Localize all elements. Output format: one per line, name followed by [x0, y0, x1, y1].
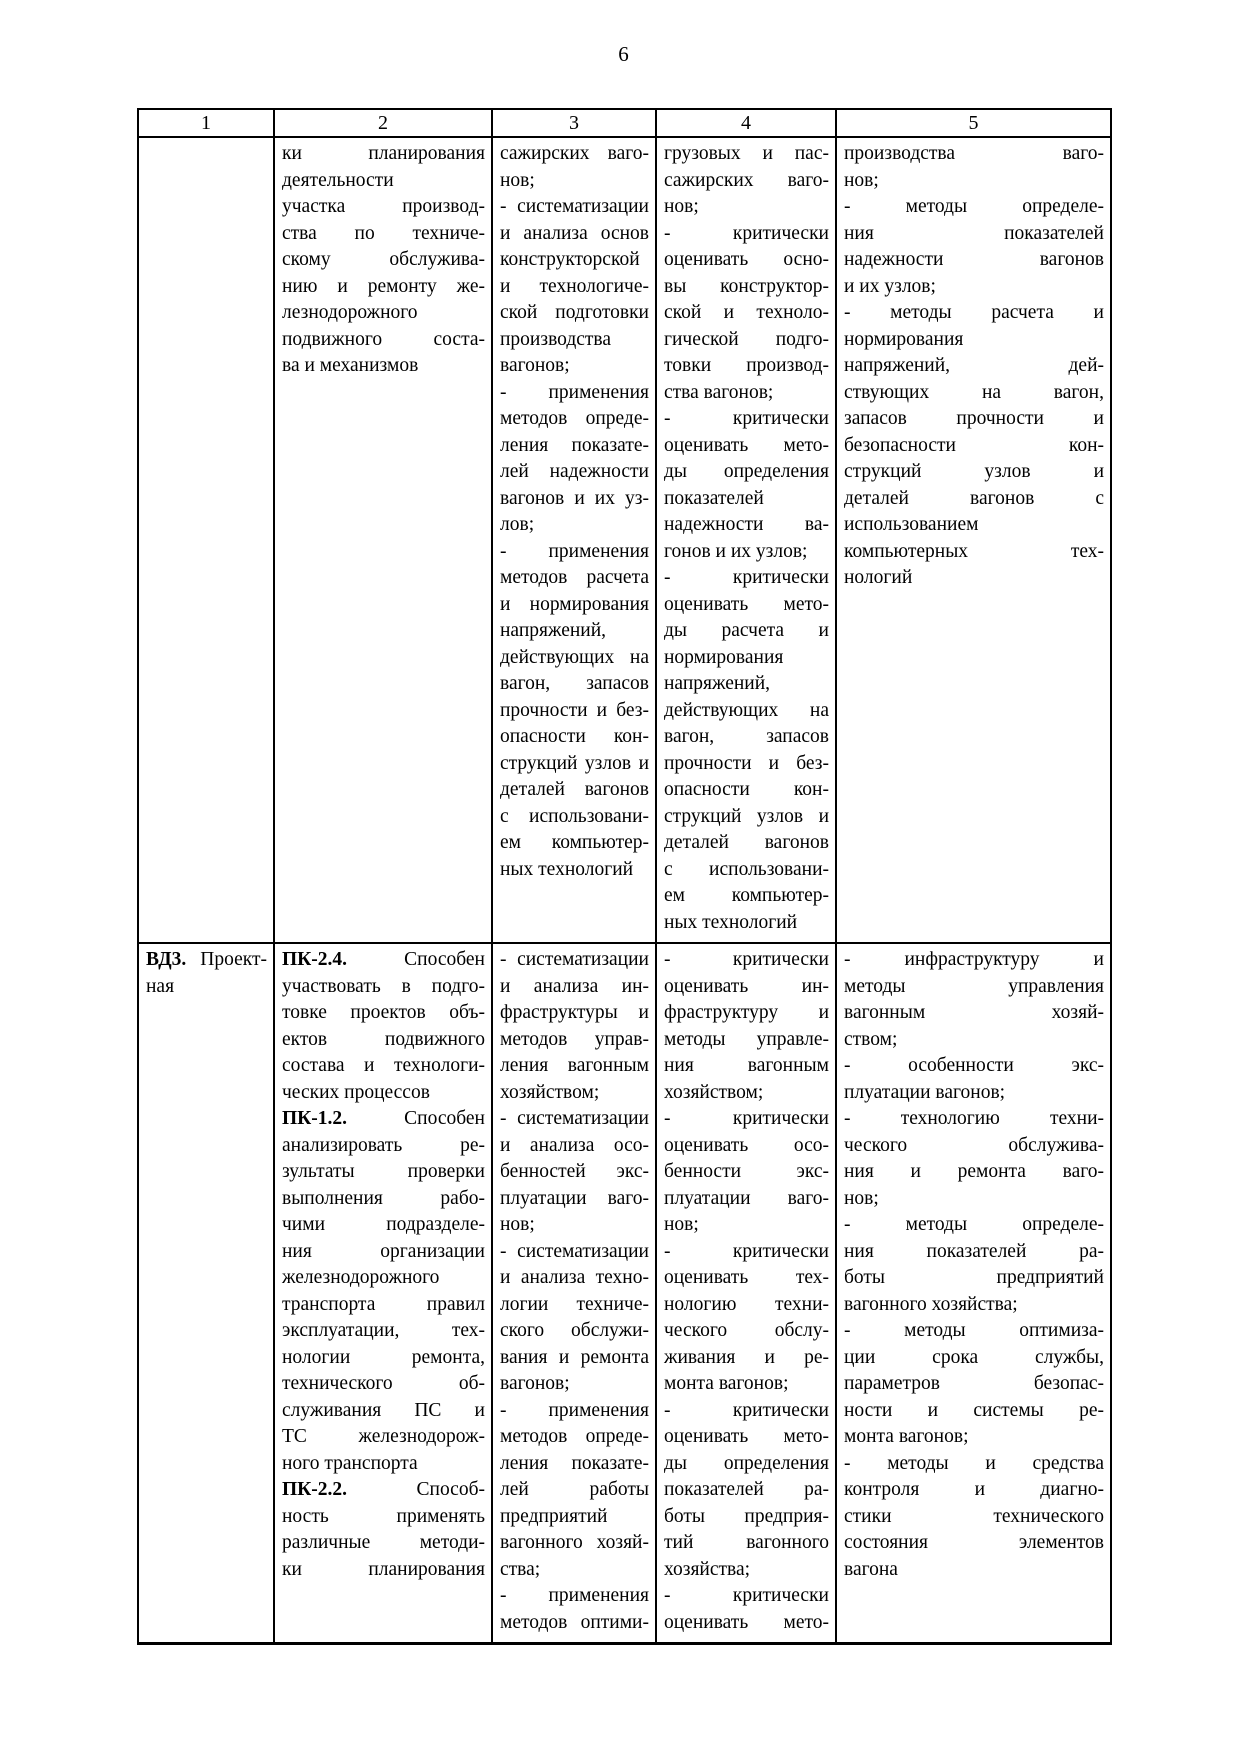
paragraph	[282, 141, 485, 380]
text-line: - методы оптимиза-	[844, 1320, 1104, 1341]
text-line: лей работы	[500, 1479, 649, 1500]
text-line: прочности и без-	[500, 699, 649, 721]
table-cell	[274, 943, 492, 1644]
text-line: оценивать мето-	[664, 1611, 829, 1633]
text-line: состояния элементов	[844, 1532, 1104, 1553]
text-line: ды определения	[664, 461, 829, 482]
competency-code: ВД3.	[146, 949, 187, 970]
text-line: напряжений, дей-	[844, 355, 1104, 376]
text-line: товке проектов объ-	[282, 1002, 485, 1023]
text-line: нию и ремонту же-	[282, 275, 485, 297]
text-line: ческих процессов	[282, 1081, 430, 1103]
text-line: - особенности экс-	[844, 1055, 1104, 1076]
text-line: ды расчета и	[664, 620, 829, 641]
text-line: оценивать мето-	[664, 1426, 829, 1447]
text-line: ПК-2.2. Способ-	[282, 1479, 485, 1500]
text-line: показателей ра-	[664, 1479, 829, 1500]
text-line: участвовать в подго-	[282, 975, 485, 997]
text-line: - методы определе-	[844, 1214, 1104, 1235]
text-line: вагонов;	[500, 355, 570, 376]
text-line: ки планирования	[282, 1558, 485, 1580]
text-line: чими подразделе-	[282, 1214, 485, 1235]
text-line: деталей вагонов с	[844, 487, 1104, 509]
text-line: деталей вагонов	[500, 779, 649, 800]
table-cell	[656, 137, 836, 943]
text-line: ния показателей	[844, 222, 1104, 244]
text-line: товки производ-	[664, 355, 829, 376]
text-line: логии техниче-	[500, 1293, 649, 1315]
text-line: подвижного соста-	[282, 328, 485, 350]
text-line: методы управления	[844, 975, 1104, 997]
text-line: - критически	[664, 222, 829, 244]
text-line: нов;	[664, 196, 699, 217]
header-row	[138, 109, 1111, 137]
text-line: параметров безопас-	[844, 1373, 1104, 1394]
paragraph	[664, 221, 829, 407]
text-line: ность применять	[282, 1505, 485, 1527]
text-line: вагонным хозяй-	[844, 1002, 1104, 1023]
text-line: оценивать мето-	[664, 434, 829, 456]
text-line: гонов и их узлов;	[664, 540, 808, 562]
text-line: лов;	[500, 514, 535, 535]
text-line: напряжений,	[500, 620, 607, 641]
paragraph	[664, 565, 829, 936]
text-line: ского обслужи-	[500, 1320, 649, 1341]
text-line: выполнения рабо-	[282, 1187, 485, 1209]
text-line: служивания ПС и	[282, 1399, 485, 1421]
text-line: ная	[146, 975, 175, 997]
text-line: хозяйства;	[664, 1558, 751, 1580]
text-line: ческого обслу-	[664, 1320, 829, 1341]
text-line: ства по техниче-	[282, 222, 485, 244]
text-line: конструкторской	[500, 249, 640, 270]
text-line: - критически	[664, 1399, 829, 1421]
page-number: 6	[618, 42, 629, 66]
competency-code: ПК-2.2.	[282, 1479, 348, 1500]
text-line: - технологию техни-	[844, 1108, 1104, 1129]
text-line: нологий	[844, 567, 913, 588]
text-line: оценивать осно-	[664, 249, 829, 270]
text-line: ВД3. Проект-	[146, 949, 267, 970]
text-line: ции срока службы,	[844, 1346, 1104, 1368]
competency-code: ПК-2.4.	[282, 949, 348, 970]
text-line: зультаты проверки	[282, 1161, 485, 1182]
text-line: ности и системы ре-	[844, 1399, 1104, 1421]
paragraph	[500, 1106, 649, 1239]
text-line: действующих на	[664, 699, 829, 721]
text-line: фраструктуры и	[500, 1002, 649, 1023]
table-row	[138, 943, 1111, 1644]
text-line: железнодорожного	[282, 1267, 440, 1288]
paragraph	[500, 380, 649, 539]
text-line: эксплуатации, тех-	[282, 1320, 485, 1341]
text-line: опасности кон-	[664, 779, 829, 800]
text-line: - критически	[664, 1240, 829, 1262]
text-line: методов опреде-	[500, 1426, 649, 1447]
text-line: различные методи-	[282, 1532, 485, 1553]
table-cell	[492, 137, 656, 943]
text-line: предприятий	[500, 1505, 608, 1527]
text-line: ления показате-	[500, 434, 649, 456]
text-line: ных технологий	[664, 911, 798, 933]
table-cell	[656, 943, 836, 1644]
text-line: нов;	[500, 169, 535, 191]
text-line: стики технического	[844, 1505, 1104, 1527]
text-line: ПК-2.4. Способен	[282, 949, 485, 970]
text-line: ТС железнодорож-	[282, 1426, 485, 1447]
text-line: ного транспорта	[282, 1452, 418, 1474]
text-line: вагонов;	[500, 1373, 570, 1394]
paragraph	[664, 1239, 829, 1398]
text-line: ства вагонов;	[664, 381, 774, 403]
text-line: - методы определе-	[844, 196, 1104, 217]
paragraph	[146, 947, 267, 1000]
text-line: надежности вагонов	[844, 249, 1104, 270]
text-line: ством;	[844, 1028, 898, 1050]
table-cell	[836, 943, 1111, 1644]
competency-code: ПК-1.2.	[282, 1108, 348, 1129]
table-cell	[138, 137, 274, 943]
text-line: оценивать ин-	[664, 975, 829, 997]
text-line: боты предприя-	[664, 1505, 829, 1527]
text-line: компьютерных тех-	[844, 540, 1104, 562]
text-line: технического об-	[282, 1373, 485, 1394]
text-line: - методы и средства	[844, 1452, 1104, 1474]
text-line: безопасности кон-	[844, 434, 1104, 456]
paragraph	[282, 1106, 485, 1477]
table-cell	[836, 137, 1111, 943]
text-line: ления показате-	[500, 1452, 649, 1474]
paragraph	[282, 1477, 485, 1583]
text-line: - систематизации	[500, 949, 649, 970]
text-line: вагон, запасов	[500, 673, 649, 694]
text-line: действующих на	[500, 646, 649, 668]
paragraph	[500, 1398, 649, 1584]
text-line: - инфраструктуру и	[844, 949, 1104, 970]
text-line: нов;	[500, 1214, 535, 1235]
text-line: ния показателей ра-	[844, 1240, 1104, 1262]
paragraph	[664, 1398, 829, 1584]
text-line: вагон, запасов	[664, 726, 829, 747]
paragraph	[844, 1212, 1104, 1318]
paragraph	[282, 947, 485, 1106]
text-line: и анализа осо-	[500, 1134, 649, 1156]
text-line: грузовых и пас-	[664, 143, 829, 164]
text-line: ва и механизмов	[282, 355, 419, 376]
text-line: бенности экс-	[664, 1161, 829, 1182]
text-line: контроля и диагно-	[844, 1479, 1104, 1500]
text-line: - применения	[500, 1585, 649, 1606]
column-header: 1	[138, 109, 274, 137]
text-line: методов расчета	[500, 567, 649, 588]
text-line: струкций узлов и	[664, 805, 829, 827]
text-line: ческого обслужива-	[844, 1134, 1104, 1156]
text-line: и анализа техно-	[500, 1267, 649, 1288]
text-line: - систематизации	[500, 196, 649, 217]
text-line: вания и ремонта	[500, 1346, 649, 1368]
text-line: ки планирования	[282, 143, 485, 164]
text-line: и их узлов;	[844, 275, 936, 297]
text-line: - критически	[664, 1585, 829, 1606]
paragraph	[664, 1583, 829, 1636]
text-line: ния и ремонта ваго-	[844, 1161, 1104, 1182]
text-line: и анализа основ	[500, 222, 649, 244]
text-line: ния организации	[282, 1240, 485, 1262]
text-line: плуатации ваго-	[664, 1187, 829, 1209]
text-line: деятельности	[282, 169, 394, 191]
table-row	[138, 137, 1111, 943]
text-line: плуатации вагонов;	[844, 1081, 1006, 1103]
paragraph	[664, 406, 829, 565]
text-line: ской и техноло-	[664, 302, 829, 323]
text-line: запасов прочности и	[844, 408, 1104, 429]
text-line: и технологиче-	[500, 275, 649, 297]
column-header: 3	[492, 109, 656, 137]
text-line: методов опреде-	[500, 408, 649, 429]
text-line: ектов подвижного	[282, 1028, 485, 1050]
paragraph	[844, 1053, 1104, 1106]
paragraph	[500, 1583, 649, 1636]
text-line: ды определения	[664, 1452, 829, 1474]
text-line: ствующих на вагон,	[844, 381, 1104, 403]
text-line: тий вагонного	[664, 1532, 829, 1553]
text-line: - систематизации	[500, 1240, 649, 1262]
text-line: использованием	[844, 514, 979, 535]
text-line: производства ваго-	[844, 143, 1104, 164]
paragraph	[500, 1239, 649, 1398]
text-line: оценивать мето-	[664, 593, 829, 615]
text-line: напряжений,	[664, 673, 771, 694]
text-line: надежности ва-	[664, 514, 829, 535]
text-line: вагонного хозяйства;	[844, 1293, 1018, 1315]
text-line: деталей вагонов	[664, 832, 829, 853]
paragraph	[844, 194, 1104, 300]
text-line: прочности и без-	[664, 752, 829, 774]
text-line: ных технологий	[500, 858, 634, 880]
text-line: вы конструктор-	[664, 275, 829, 297]
text-line: оценивать осо-	[664, 1134, 829, 1156]
text-line: - критически	[664, 949, 829, 970]
text-line: и анализа ин-	[500, 975, 649, 997]
text-line: нологии ремонта,	[282, 1346, 485, 1368]
text-line: сажирских ваго-	[664, 169, 829, 191]
paragraph	[664, 947, 829, 1106]
text-line: нологию техни-	[664, 1293, 829, 1315]
text-line: производства	[500, 328, 612, 350]
text-line: - систематизации	[500, 1108, 649, 1129]
text-line: опасности кон-	[500, 726, 649, 747]
paragraph	[500, 194, 649, 380]
text-line: струкций узлов и	[500, 752, 649, 774]
paragraph	[844, 947, 1104, 1053]
text-line: вагонного хозяй-	[500, 1532, 649, 1553]
text-line: вагонов и их уз-	[500, 487, 649, 509]
paragraph	[500, 947, 649, 1106]
competency-table	[137, 108, 1112, 1645]
text-line: оценивать тех-	[664, 1267, 829, 1288]
column-header: 2	[274, 109, 492, 137]
text-line: лей надежности	[500, 461, 649, 482]
paragraph	[844, 300, 1104, 592]
text-line: бенностей экс-	[500, 1161, 649, 1182]
paragraph	[664, 141, 829, 221]
text-line: хозяйством;	[664, 1081, 764, 1103]
paragraph	[844, 141, 1104, 194]
text-line: показателей	[664, 487, 764, 509]
table-cell	[138, 943, 274, 1644]
text-line: вагона	[844, 1558, 898, 1580]
text-line: нормирования	[844, 328, 964, 350]
text-line: - методы расчета и	[844, 302, 1104, 323]
text-line: ем компьютер-	[500, 832, 649, 853]
text-line: - применения	[500, 540, 649, 562]
text-line: ния вагонным	[664, 1055, 829, 1076]
text-line: плуатации ваго-	[500, 1187, 649, 1209]
text-line: лезнодорожного	[282, 302, 418, 323]
text-line: нормирования	[664, 646, 784, 668]
text-line: и нормирования	[500, 593, 649, 615]
column-header: 5	[836, 109, 1111, 137]
text-line: сажирских ваго-	[500, 143, 649, 164]
text-line: монта вагонов;	[844, 1426, 969, 1447]
paragraph	[844, 1451, 1104, 1584]
text-line: боты предприятий	[844, 1267, 1104, 1288]
text-line: - критически	[664, 408, 829, 429]
paragraph	[500, 141, 649, 194]
text-line: живания и ре-	[664, 1346, 829, 1368]
text-line: участка производ-	[282, 196, 485, 217]
text-line: транспорта правил	[282, 1293, 485, 1315]
text-line: - критически	[664, 1108, 829, 1129]
text-line: нов;	[664, 1214, 699, 1235]
text-line: нов;	[844, 169, 879, 191]
text-line: методы управле-	[664, 1028, 829, 1050]
column-header: 4	[656, 109, 836, 137]
text-line: методов управ-	[500, 1028, 649, 1050]
text-line: скому обслужива-	[282, 249, 485, 270]
text-line: хозяйством;	[500, 1081, 600, 1103]
paragraph	[500, 539, 649, 884]
text-line: струкций узлов и	[844, 461, 1104, 482]
text-line: с использовани-	[500, 805, 649, 827]
text-line: состава и технологи-	[282, 1055, 485, 1076]
paragraph	[664, 1106, 829, 1239]
text-line: нов;	[844, 1187, 879, 1209]
text-line: анализировать ре-	[282, 1134, 485, 1156]
text-line: ления вагонным	[500, 1055, 649, 1076]
table-cell	[274, 137, 492, 943]
paragraph	[844, 1106, 1104, 1212]
text-line: ства;	[500, 1558, 541, 1580]
text-line: фраструктуру и	[664, 1002, 829, 1023]
table-cell	[492, 943, 656, 1644]
text-line: с использовани-	[664, 858, 829, 880]
text-line: гической подго-	[664, 328, 829, 350]
text-line: ем компьютер-	[664, 885, 829, 906]
text-line: методов оптими-	[500, 1611, 649, 1633]
paragraph	[844, 1318, 1104, 1451]
text-line: - применения	[500, 381, 649, 403]
text-line: ской подготовки	[500, 302, 649, 323]
text-line: - критически	[664, 567, 829, 588]
text-line: ПК-1.2. Способен	[282, 1108, 485, 1129]
text-line: - применения	[500, 1399, 649, 1421]
text-line: монта вагонов;	[664, 1373, 789, 1394]
